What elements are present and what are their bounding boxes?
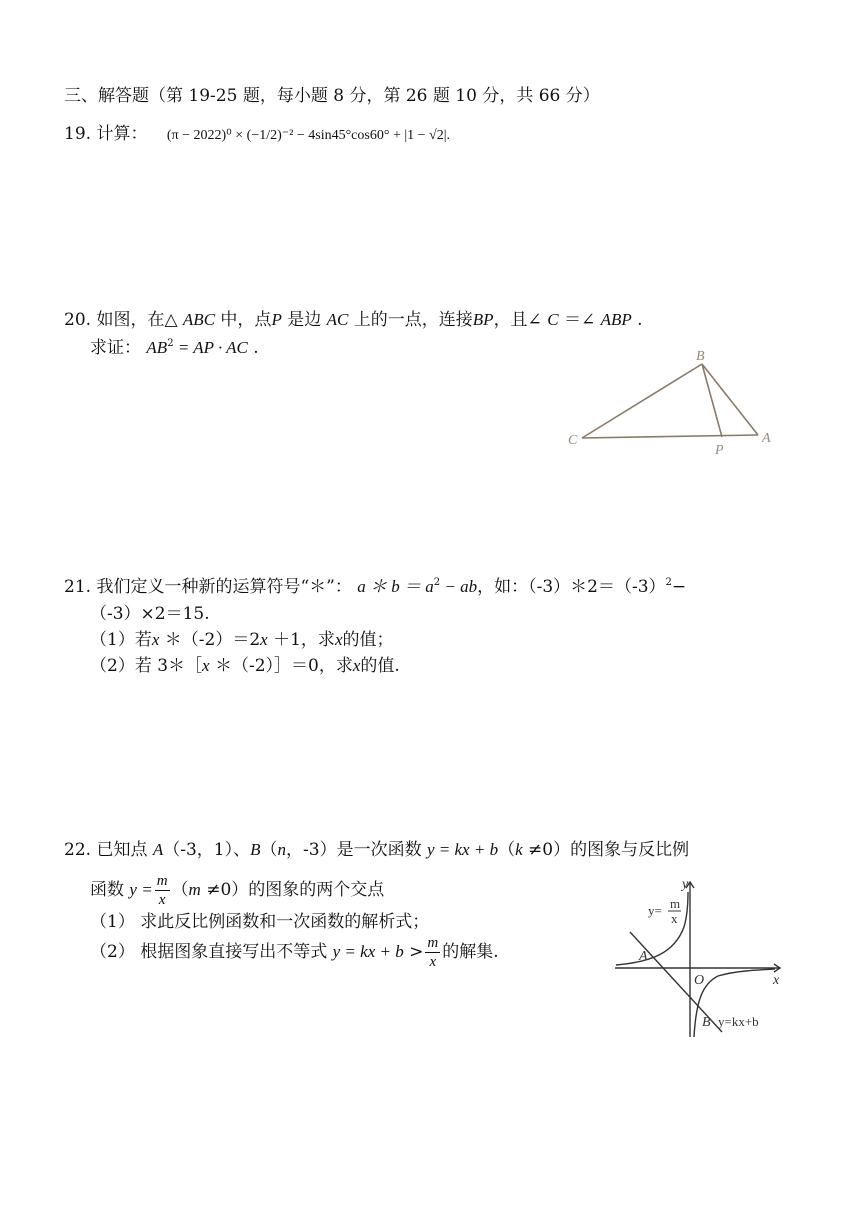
label-p: P <box>715 443 724 458</box>
q21-math: x <box>260 630 268 649</box>
q22-text: ，-3）是一次函数 <box>286 840 427 860</box>
q21-math: − ab <box>440 577 478 596</box>
q20-text: ，且∠ <box>493 310 548 330</box>
label-b: B <box>696 349 705 364</box>
q20-text: 20. 如图，在△ <box>64 310 183 330</box>
question-20-line-2 <box>90 336 259 360</box>
y-axis-label: y <box>682 877 689 892</box>
q21-text: ＊（-2）＝2 <box>159 630 261 650</box>
q22-math: y = <box>129 880 153 899</box>
fraction-numerator: m <box>156 873 168 889</box>
q20-math: AC <box>326 310 349 329</box>
q21-text: 的值； <box>342 630 394 650</box>
q21-text: 的值. <box>360 656 400 676</box>
q20-text: 求证： <box>90 338 141 358</box>
hyperbola-label-numerator: m <box>670 896 681 911</box>
question-20-line-1 <box>64 308 643 332</box>
x-axis-label: x <box>773 973 780 988</box>
hyperbola-label: y= <box>648 903 662 918</box>
question-21-line-1 <box>64 575 686 599</box>
q20-math: BP <box>472 310 494 329</box>
q20-text: ＝∠ <box>558 310 601 330</box>
q21-text: ＋1，求 <box>267 630 335 650</box>
triangle-figure <box>560 342 790 462</box>
fraction-numerator: m <box>427 935 439 951</box>
q21-text: ，如：（-3）＊2＝（-3） <box>477 577 666 597</box>
q22-text: （ <box>498 840 516 860</box>
q20-text: 中，点 <box>215 310 272 330</box>
q22-text: （ <box>171 880 189 900</box>
side-ca <box>582 435 758 438</box>
q20-text: 上的一点，连接 <box>348 310 473 330</box>
q20-math: = AP · AC <box>173 338 248 357</box>
q22-math: k <box>515 840 523 859</box>
segment-bp <box>702 364 722 437</box>
fraction-m-over-x <box>425 934 440 971</box>
q20-math: AB <box>146 338 168 357</box>
q19-label: 19. 计算： <box>64 124 148 144</box>
side-cb <box>582 364 702 438</box>
q21-text: − <box>671 577 687 597</box>
q20-math: C <box>547 310 559 329</box>
q22-math: y = kx + b <box>426 840 499 859</box>
q22-text: （ <box>260 840 278 860</box>
question-19 <box>64 122 450 148</box>
q22-text: ≠0）的图象与反比例 <box>522 840 690 860</box>
question-21-line-3 <box>90 628 393 652</box>
q20-exponent: 2 <box>167 338 174 349</box>
q21-text: （2）若 3＊［ <box>90 656 203 676</box>
q21-math: a ＊ b ＝ a <box>357 577 434 596</box>
q21-text: ＊（-2）］＝0，求 <box>209 656 353 676</box>
q22-text: 函数 <box>90 880 130 900</box>
section-title: 三、解答题（第 19-25 题，每小题 8 分，第 26 题 10 分，共 66 分） <box>64 86 600 106</box>
q20-text: . <box>631 310 643 330</box>
q20-math: ABC <box>182 310 216 329</box>
fraction-m-over-x <box>155 872 170 909</box>
q22-math: m <box>188 880 201 899</box>
q22-math: B <box>250 840 261 859</box>
q22-text: ≠0）的图象的两个交点 <box>200 880 385 900</box>
point-a-label: A <box>639 949 648 964</box>
question-21-line-2: （-3）×2＝15. <box>90 604 210 624</box>
q21-text: （1）若 <box>90 630 152 650</box>
q22-math: y = kx + b <box>332 942 404 961</box>
question-22-line-4 <box>90 932 499 972</box>
q22-text: （-3，1）、 <box>163 840 251 860</box>
question-22-line-3: （1） 求此反比例函数和一次函数的解析式； <box>90 912 430 932</box>
q22-math: n <box>277 840 287 859</box>
label-a: A <box>762 431 771 446</box>
q21-math: x <box>151 630 160 649</box>
q22-text: > <box>403 942 424 962</box>
fraction-denominator: x <box>158 892 166 908</box>
q21-math: x <box>334 630 343 649</box>
q22-text: 22. 已知点 <box>64 840 153 860</box>
question-22-line-2 <box>90 870 384 910</box>
fraction-denominator: x <box>429 954 437 970</box>
q20-text: 是边 <box>281 310 327 330</box>
q19-formula: (π − 2022)⁰ × (−1/2)⁻² − 4sin45°cos60° + |1 − √2|. <box>166 128 451 143</box>
label-c: C <box>568 433 578 448</box>
origin-label: O <box>694 973 705 988</box>
point-b-label: B <box>702 1015 711 1030</box>
q22-text: 的解集. <box>442 942 499 962</box>
hyperbola-label-denominator: x <box>671 911 678 926</box>
linear-label: y=kx+b <box>718 1014 759 1029</box>
q21-math: x <box>202 656 210 675</box>
q21-exponent: 2 <box>665 577 672 588</box>
q22-text: （2） 根据图象直接写出不等式 <box>90 942 333 962</box>
q21-text: 21. 我们定义一种新的运算符号“＊”： <box>64 577 352 597</box>
function-graph <box>610 872 790 1042</box>
q20-math: ABP <box>600 310 632 329</box>
q22-math: A <box>152 840 164 859</box>
q20-math: P <box>271 310 282 329</box>
question-22-line-1 <box>64 838 689 862</box>
q20-text: . <box>247 338 259 358</box>
q21-math: x <box>352 656 361 675</box>
question-21-line-4 <box>90 654 400 678</box>
side-ba <box>702 364 758 435</box>
q21-exponent: 2 <box>433 577 441 588</box>
